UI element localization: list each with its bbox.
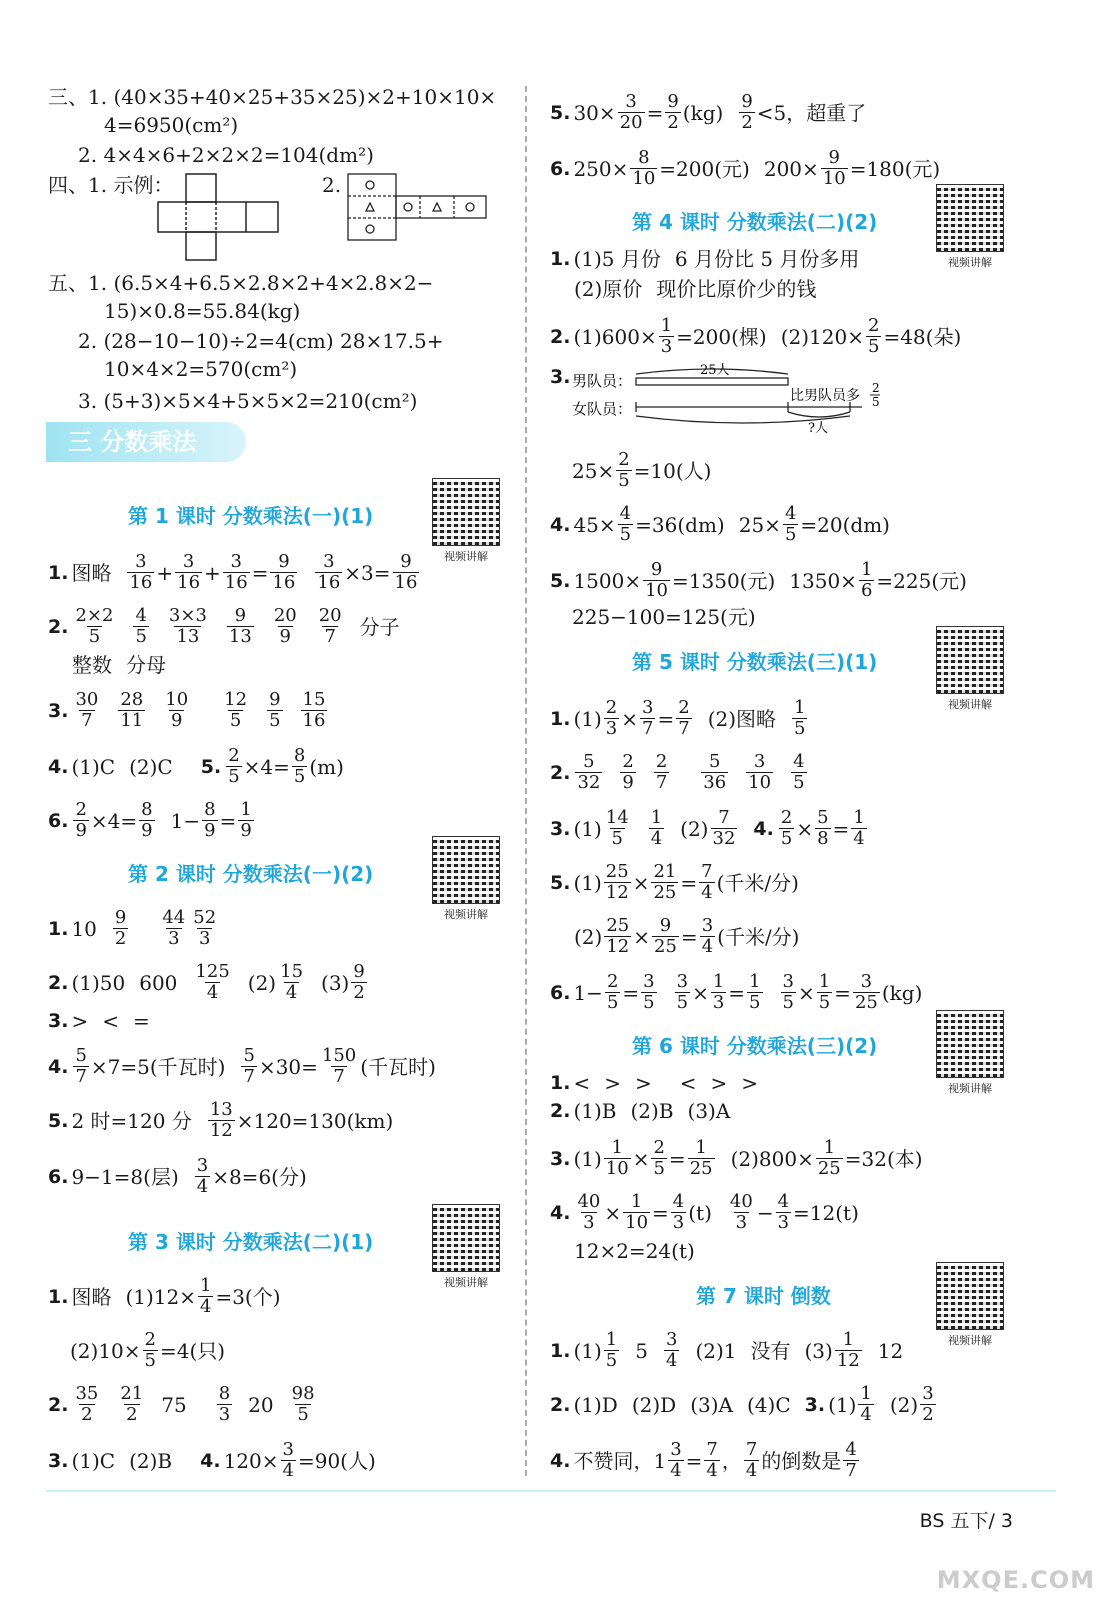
svg-text:比男队员多: 比男队员多	[790, 388, 860, 404]
s5-2a: 2. (28−10−10)÷2=4(cm) 28×17.5+	[78, 329, 444, 353]
l1-q2b: 整数 分母	[72, 653, 166, 677]
l6-q3: 3. (1) 1 10 × 2 5 = 1 25 (2)800× 1 25 =32(本)	[550, 1137, 923, 1179]
qr-code[interactable]: 视频讲解	[936, 1262, 1004, 1348]
l5-q1: 1. (1) 2 3 × 3 7 = 2 7 (2)图略 1 5	[550, 697, 806, 739]
l7-q1: 1. (1) 1 5 5 3 4 (2)1 没有 (3) 1 12 12	[550, 1329, 904, 1371]
s5-1b: 15)×0.8=55.84(kg)	[104, 299, 301, 323]
bar-model-diagram	[572, 360, 892, 436]
l7-q2: 2. (1)D (2)D (3)A (4)C 3. (1) 1 4 (2) 3 2	[550, 1383, 934, 1425]
page-footer: BS 五下/ 3	[919, 1510, 1013, 1532]
cube-net-diagram	[156, 172, 280, 264]
lesson1-title: 第 1 课时 分数乘法(一)(1)	[128, 504, 374, 528]
l5-q5: 5. (1) 25 12 × 21 25 = 7 4 (千米/分)	[550, 861, 799, 903]
l2-q3: 3. > < =	[48, 1009, 150, 1033]
s5-1a: 五、1. (6.5×4+6.5×2.8×2+4×2.8×2−	[48, 271, 434, 295]
l2-q5: 5. 2 时=120 分 13 12 ×120=130(km)	[48, 1099, 394, 1141]
l4-q5b: 225−100=125(元)	[572, 605, 756, 629]
s4-2: 2.	[322, 173, 342, 197]
lesson4-title: 第 4 课时 分数乘法(二)(2)	[632, 210, 878, 234]
l4-q1b: (2)原价 现价比原价少的钱	[574, 277, 817, 301]
l6-q2: 2. (1)B (2)B (3)A	[550, 1099, 731, 1123]
l6-q4: 4. 40 3 × 1 10 = 4 3 (t) 40 3 − 4 3 =12(t)	[550, 1191, 859, 1233]
box-net-diagram	[346, 172, 488, 244]
l2-q1: 1. 10 9 2 44 3 52 3	[48, 907, 217, 949]
l4-q5: 5. 1500× 9 10 =1350(元) 1350× 1 6 =225(元)	[550, 559, 967, 601]
svg-text:2: 2	[872, 381, 880, 395]
s5-2b: 10×4×2=570(cm²)	[104, 357, 298, 381]
l4-q1: 1. (1)5 月份 6 月份比 5 月份多用	[550, 247, 860, 271]
l5-q6: 6. 1− 2 5 = 3 5 3 5 × 1 3 = 1 5 3 5 × 1 5 = 3 25 (kg)	[550, 971, 923, 1013]
s5-3: 3. (5+3)×5×4+5×5×2=210(cm²)	[78, 389, 418, 413]
l1-q3: 3. 30 7 28 11 10 9 12 5 9 5 15 16	[48, 689, 326, 731]
column-divider	[525, 86, 527, 1476]
l4-q3-num: 3.	[550, 366, 571, 388]
l2-q6: 6. 9−1=8(层) 3 4 ×8=6(分)	[48, 1155, 307, 1197]
l2-q4: 4. 5 7 ×7=5(千瓦时) 5 7 ×30= 150 7 (千瓦时)	[48, 1045, 436, 1087]
l3-q3: 3. (1)C (2)B 4. 120× 3 4 =90(人)	[48, 1439, 376, 1481]
svg-text:5: 5	[872, 395, 880, 409]
lesson2-title: 第 2 课时 分数乘法(一)(2)	[128, 862, 374, 886]
unit-banner: 三 分数乘法	[46, 422, 246, 462]
l3-q1: 1. 图略 (1)12× 1 4 =3(个)	[48, 1275, 281, 1317]
qr-code[interactable]: 视频讲解	[432, 478, 500, 564]
l7-q4: 4. 不赞同，1 3 4 = 7 4 ， 7 4 的倒数是 4 7	[550, 1439, 857, 1481]
s4-1: 四、1. 示例：	[48, 173, 174, 197]
svg-text:女队员：: 女队员：	[572, 400, 633, 418]
svg-text:?人: ?人	[808, 421, 828, 436]
l4-q2: 2. (1)600× 1 3 =200(棵) (2)120× 2 5 =48(朵)	[550, 315, 962, 357]
qr-code[interactable]: 视频讲解	[936, 626, 1004, 712]
l1-q6: 6. 2 9 ×4= 8 9 1− 8 9 = 1 9	[48, 799, 252, 841]
qr-code[interactable]: 视频讲解	[432, 1204, 500, 1290]
l1-q2: 2. 2×2 5 4 5 3×3 13 9 13 20 9 20 7 分子	[48, 605, 400, 647]
svg-text:25人: 25人	[700, 363, 730, 378]
r-q5: 5. 30× 3 20 = 9 2 (kg) 9 2 <5，超重了	[550, 91, 867, 133]
qr-code[interactable]: 视频讲解	[936, 1010, 1004, 1096]
l3-q2: 2. 35 2 21 2 75 8 3 20 98 5	[48, 1383, 315, 1425]
l6-q4b: 12×2=24(t)	[574, 1239, 695, 1263]
l5-q3: 3. (1) 14 5 1 4 (2) 7 32 4. 2 5 × 5 8 = 1 4	[550, 807, 865, 849]
l4-q3b: 25× 2 5 =10(人)	[572, 449, 712, 491]
qr-code[interactable]: 视频讲解	[936, 184, 1004, 270]
l5-q5b: (2) 25 12 × 9 25 = 3 4 (千米/分)	[574, 915, 800, 957]
footer-line	[46, 1490, 1056, 1492]
s3-2: 2. 4×4×6+2×2×2=104(dm²)	[78, 143, 374, 167]
lesson7-title: 第 7 课时 倒数	[696, 1284, 831, 1308]
l4-q4: 4. 45× 4 5 =36(dm) 25× 4 5 =20(dm)	[550, 503, 890, 545]
lesson5-title: 第 5 课时 分数乘法(三)(1)	[632, 650, 878, 674]
svg-text:男队员：: 男队员：	[572, 372, 633, 390]
s3-1a: 三、1. (40×35+40×25+35×25)×2+10×10×	[48, 85, 497, 109]
watermark: MXQE.COM	[936, 1566, 1095, 1594]
l2-q2: 2. (1)50 600 125 4 (2) 15 4 (3) 9 2	[48, 961, 365, 1003]
lesson3-title: 第 3 课时 分数乘法(二)(1)	[128, 1230, 374, 1254]
l5-q2: 2. 5 32 2 9 2 7 5 36 3 10 4 5	[550, 751, 805, 793]
s3-1b: 4=6950(cm²)	[104, 113, 239, 137]
l1-q1: 1. 图略 3 16 + 3 16 + 3 16 = 9 16 3 16 ×3= 9 16	[48, 551, 418, 593]
lesson6-title: 第 6 课时 分数乘法(三)(2)	[632, 1034, 878, 1058]
r-q6: 6. 250× 8 10 =200(元) 200× 9 10 =180(元)	[550, 147, 941, 189]
l1-q4: 4. (1)C (2)C 5. 2 5 ×4= 8 5 (m)	[48, 745, 344, 787]
l3-q1b: (2)10× 2 5 =4(只)	[70, 1329, 226, 1371]
l6-q1: 1. < > > < > >	[550, 1071, 759, 1095]
qr-code[interactable]: 视频讲解	[432, 836, 500, 922]
